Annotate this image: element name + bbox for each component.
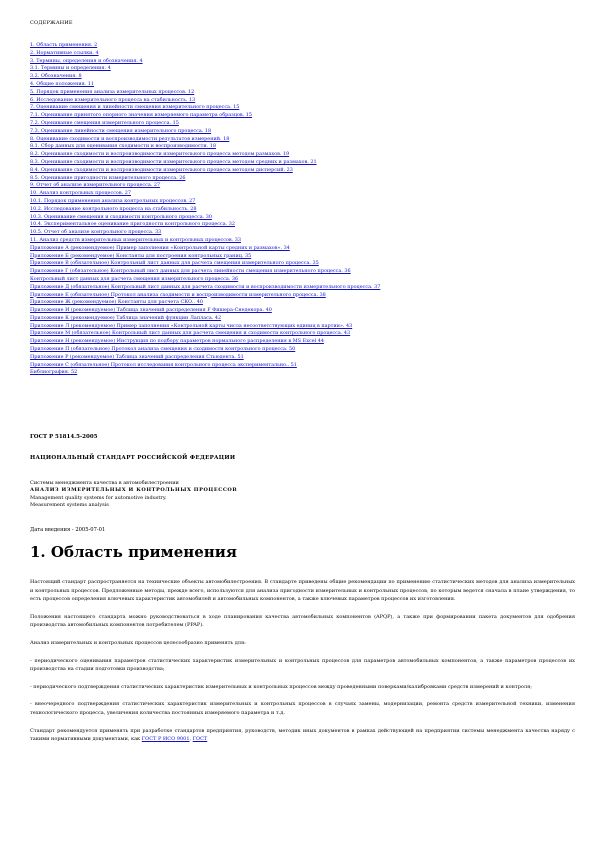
gost-link[interactable]: ГОСТ xyxy=(192,736,208,743)
toc-link[interactable]: 2. Нормативные ссылки. 4 xyxy=(30,49,99,56)
toc-link[interactable]: Приложение В (обязательное) Контрольный лист данных для расчета смещения измерительного процесса. 35 xyxy=(30,260,319,267)
toc-link[interactable]: Приложение А (рекомендуемое) Пример заполнения «Контрольной карты средних и размахов». 34 xyxy=(30,244,290,251)
toc-link[interactable]: 9. Отчет об анализе измерительного процесса. 27 xyxy=(30,182,161,189)
toc-link[interactable]: 10.1. Порядок применения анализа контрольных процессов. 27 xyxy=(30,197,196,204)
paragraph: - периодического оценивания параметров статистических характеристик измерительных и контрольных процессов для параметров автомобильных компонентов, а также параметров процессов их производства на стадии подготовки производства; xyxy=(30,657,575,673)
toc-link[interactable]: 10.3. Оценивание смещения и сходимости контрольного процесса. 30 xyxy=(30,213,212,220)
section-body xyxy=(30,578,575,753)
toc-link[interactable]: Приложение Е (обязательное) Протокол анализа сходимости и воспроизводимости измерительного процесса. 38 xyxy=(30,291,326,298)
standard-english-subtitle: Measurement systems analysis xyxy=(30,501,109,508)
paragraph-text: Стандарт рекомендуется применять при разработке стандартов предприятия, руководств, методик иных документов в рамках действующей на предприятии системы менеджмента качества наряду с такими нормативными документами, как xyxy=(30,727,575,743)
toc-link[interactable]: 10. Анализ контрольных процессов. 27 xyxy=(30,190,131,197)
table-of-contents xyxy=(30,42,590,377)
introduction-date: Дата введения - 2005-07-01 xyxy=(30,527,106,533)
toc-link[interactable]: 5. Порядок применения анализа измерительных процессов. 12 xyxy=(30,88,195,95)
paragraph: - внеочередного подтверждения статистических характеристик измерительных и контрольных процессов в случаях замены, модернизации, ремонта средств измерительной техники, изменения технологического процесса, увеличения количества постоянных измеряемого параметра и т.д. xyxy=(30,701,575,716)
toc-link[interactable]: 8.5. Оценивание пригодности измерительного процесса. 26 xyxy=(30,174,186,181)
paragraph: Анализ измерительных и контрольных процессов целесообразно применять для: xyxy=(30,639,246,646)
toc-link[interactable]: 3.2. Обозначения. 8 xyxy=(30,73,82,80)
toc-link[interactable]: 8.2. Оценивание сходимости и воспроизводимости измерительного процесса методом размахов. 19 xyxy=(30,151,290,158)
toc-link[interactable]: Приложение Л (рекомендуемое) Пример заполнения «Контрольной карты числа несоответствующих единиц в партии». 43 xyxy=(30,322,353,329)
toc-link[interactable]: 7.1. Оценивание принятого опорного значения измеряемого параметра образцов. 15 xyxy=(30,112,253,119)
paragraph xyxy=(30,727,575,744)
toc-link[interactable]: Приложение Б (рекомендуемое) Константы для построения контрольных границ. 35 xyxy=(30,252,252,259)
toc-link[interactable]: Приложение Д (обязательное) Контрольный лист данных для расчета сходимости и воспроизводимости измерительного процесса. 37 xyxy=(30,283,381,290)
toc-link[interactable]: Приложение Н (рекомендуемое) Инструкция по подбору параметров нормального распределения в MS Excel 44 xyxy=(30,338,324,345)
toc-link[interactable]: 8.1. Сбор данных для оценивания сходимости и воспроизводимости. 18 xyxy=(30,143,216,150)
toc-link[interactable]: Приложение П (обязательное) Протокол анализа смещения и сходимости контрольного процесса. 50 xyxy=(30,346,296,353)
paragraph: Настоящий стандарт распространяется на технические объекты автомобилестроения. В стандарте приведены общие рекомендации по применению статистических методов для анализа измерительных и контрольных процессов. Предложенные методы, прежде всего, используются для анализа пригодности измерительных и контрольных процессов, по которым ведется сначала в плане утверждения, то есть процессов определения ключевых характеристик автомобилей и автомобильных компонентов, а также ключевых параметров процессов их изготовления. xyxy=(30,579,575,603)
toc-link[interactable]: 8.4. Оценивание сходимости и воспроизводимости измерительного процесса методом дисперсий. 23 xyxy=(30,166,293,173)
standard-name-block xyxy=(30,480,237,509)
standard-title: НАЦИОНАЛЬНЫЙ СТАНДАРТ РОССИЙСКОЙ ФЕДЕРАЦИИ xyxy=(30,455,236,461)
paragraph: Положения настоящего стандарта можно руководствоваться в ходе планирования качества автомобильных компонентов (APQP), а также при формировании пакета документов для одобрения производства автомобильных компонентов потребителем (PPAP). xyxy=(30,613,575,629)
gost-iso-9001-link[interactable]: ГОСТ Р ИСО 9001 xyxy=(141,736,190,743)
toc-link[interactable]: 7.2. Оценивание смещения измерительного процесса. 15 xyxy=(30,119,179,126)
toc-link[interactable]: Приложение И (рекомендуемое) Таблица значений распределения F Фишера-Снедекора. 40 xyxy=(30,307,272,314)
toc-link[interactable]: 8.3. Оценивание сходимости и воспроизводимости измерительного процесса методом средних и размахов. 21 xyxy=(30,158,317,165)
toc-link[interactable]: Приложение С (обязательное) Протокол исследования контрольного процесса экспериментально.. 51 xyxy=(30,361,297,368)
link-separator: , xyxy=(189,736,193,743)
toc-link[interactable]: Приложение Г (обязательное) Контрольный лист данных для расчета линейности смещения измерительного процесса. 36 xyxy=(30,268,351,275)
toc-link[interactable]: Приложение К (рекомендуемое) Таблица значений функции Лапласа. 42 xyxy=(30,314,222,321)
standard-english-title: Management quality systems for automotive industry. xyxy=(30,494,167,501)
gost-code: ГОСТ Р 51814.5-2005 xyxy=(30,434,98,440)
toc-link[interactable]: Приложение М (обязательное) Контрольный лист данных для расчета смещения и сходимости контрольного процесса. 43 xyxy=(30,330,351,337)
toc-link[interactable]: Библиография. 52 xyxy=(30,369,78,376)
toc-link[interactable]: 7.3. Оценивание линейности смещения измерительного процесса. 18 xyxy=(30,127,212,134)
toc-link[interactable]: 3. Термины, определения и обозначения. 4 xyxy=(30,57,143,64)
standard-subtitle: Системы менеджмента качества в автомобилестроении xyxy=(30,480,179,486)
toc-link[interactable]: 11. Анализ средств измерительных измерительных и контрольных процессов. 33 xyxy=(30,236,241,243)
toc-title: СОДЕРЖАНИЕ xyxy=(30,20,73,26)
toc-link[interactable]: Приложение Р (рекомендуемое) Таблица значений распределения Стьюдента. 51 xyxy=(30,353,244,360)
toc-link[interactable]: 4. Общие положения. 11 xyxy=(30,80,95,87)
toc-link[interactable]: Контрольный лист данных для расчета смещения измерительного процесса. 36 xyxy=(30,275,239,282)
toc-link[interactable]: Приложение Ж (рекомендуемое) Константы для расчета СКО.. 40 xyxy=(30,299,203,306)
standard-main-title: АНАЛИЗ ИЗМЕРИТЕЛЬНЫХ И КОНТРОЛЬНЫХ ПРОЦЕССОВ xyxy=(30,487,238,494)
toc-link[interactable]: 3.1. Термины и определения. 4 xyxy=(30,65,111,72)
paragraph: - периодического подтверждения статистических характеристик измерительных и контрольных процессов между проведенными поверками/калибровками средств измерений и контроля; xyxy=(30,683,532,690)
toc-link[interactable]: 10.2. Исследование контрольного процесса на стабильность. 28 xyxy=(30,205,197,212)
toc-link[interactable]: 7. Оценивание смещения и линейности смещения измерительного процесса. 15 xyxy=(30,104,240,111)
toc-link[interactable]: 10.4. Экспериментальное оценивание пригодности контрольного процесса. 32 xyxy=(30,221,236,228)
toc-link[interactable]: 6. Исследование измерительного процесса на стабильность. 13 xyxy=(30,96,196,103)
toc-link[interactable]: 10.5. Отчет об анализе контрольного процесса. 33 xyxy=(30,229,162,236)
toc-link[interactable]: 1. Область применения. 2 xyxy=(30,42,98,48)
section-heading: 1. Область применения xyxy=(30,543,237,561)
toc-link[interactable]: 8. Оценивание сходимости и воспроизводимости результатов измерений. 18 xyxy=(30,135,230,142)
